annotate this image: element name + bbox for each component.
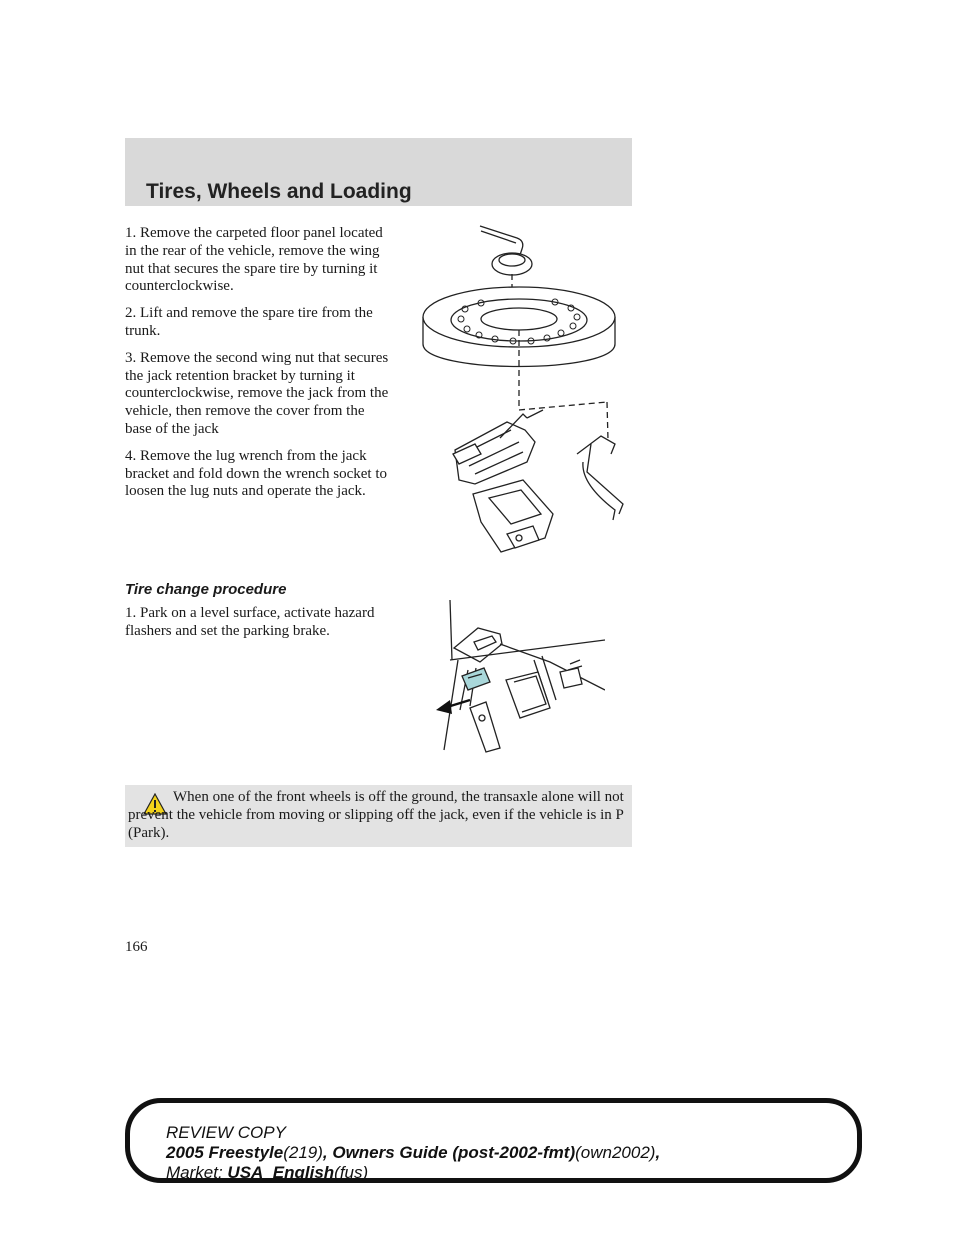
warning-box	[125, 785, 632, 847]
footer-sep-2: ,	[655, 1143, 661, 1162]
spare-tire-steps	[125, 225, 390, 510]
step-4: 4. Remove the lug wrench from the jack bracket and fold down the wrench socket to loosen the lug nuts and operate the jack.	[125, 447, 387, 500]
footer-guide-code: (own2002)	[575, 1143, 656, 1162]
footer-model-code: (219)	[283, 1143, 323, 1162]
footer-market-code: (fus)	[334, 1163, 369, 1182]
step-2: 2. Lift and remove the spare tire from the trunk.	[125, 305, 373, 339]
footer-line-3	[166, 1163, 660, 1183]
section-title: Tires, Wheels and Loading	[146, 180, 412, 203]
procedure-step-1: 1. Park on a level surface, activate hazard flashers and set the parking brake.	[125, 605, 375, 639]
step-1: 1. Remove the carpeted floor panel located in the rear of the vehicle, remove the wing nut that secures the spare tire by turning it counterclockwise.	[125, 225, 383, 295]
footer-line-2	[166, 1143, 660, 1163]
footer-review-copy: REVIEW COPY	[166, 1123, 286, 1142]
review-footer	[166, 1123, 660, 1183]
footer-model: 2005 Freestyle	[166, 1143, 284, 1162]
footer-market-label: Market:	[166, 1163, 223, 1182]
warning-text: When one of the front wheels is off the ground, the transaxle alone will not prevent the vehicle from moving or slipping off the jack, even if the vehicle is in P (Park).	[128, 789, 624, 841]
footer-guide: Owners Guide (post-2002-fmt)	[332, 1143, 576, 1162]
footer-market: USA_English	[227, 1163, 335, 1182]
footer-sep-1: ,	[322, 1143, 333, 1162]
procedure-heading: Tire change procedure	[125, 581, 287, 598]
spare-tire-jack-illustration	[415, 222, 640, 562]
page-number: 166	[125, 939, 148, 955]
step-3: 3. Remove the second wing nut that secures the jack retention bracket by turning it counterclockwise, remove the jack from the vehicle, then remove the cover from the base of the jack	[125, 349, 389, 437]
parking-brake-illustration	[430, 600, 605, 770]
